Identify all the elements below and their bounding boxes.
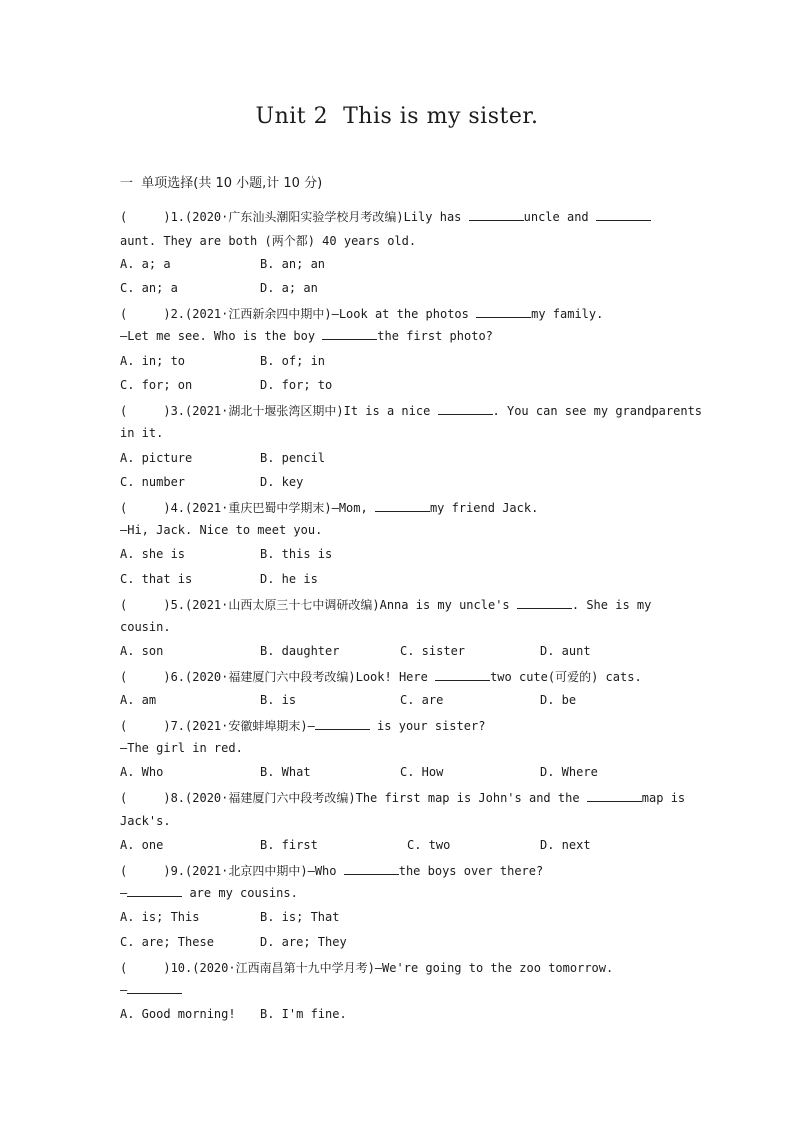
answer-blank[interactable]: [517, 598, 572, 609]
option-a[interactable]: A. Who: [120, 765, 164, 779]
option-c[interactable]: C. are: [400, 693, 444, 707]
option-a[interactable]: A. she is: [120, 547, 186, 561]
answer-blank[interactable]: [476, 307, 531, 318]
option-c[interactable]: C. two: [407, 838, 451, 852]
question-3-text-end: . You can see my grandparents: [492, 404, 703, 418]
question-4-line-1: [120, 499, 538, 516]
option-d[interactable]: D. he is: [260, 572, 318, 586]
question-6-line-1: [120, 668, 642, 685]
option-c[interactable]: C. for; on: [120, 378, 193, 392]
answer-blank[interactable]: [315, 719, 370, 730]
question-9-line-2: [120, 886, 298, 900]
option-d[interactable]: D. be: [540, 693, 577, 707]
option-b[interactable]: B. of; in: [260, 354, 326, 368]
answer-blank[interactable]: [127, 983, 182, 994]
question-10-text-2: —: [120, 983, 128, 997]
option-d[interactable]: D. key: [260, 475, 304, 489]
question-6-text-end: two cute(可爱的) cats.: [490, 670, 642, 684]
section-heading: 一 单项选择(共 10 小题,计 10 分): [120, 176, 323, 191]
question-2-text-end: my family.: [531, 307, 604, 321]
question-2-line-1: [120, 305, 603, 322]
option-b[interactable]: B. first: [260, 838, 318, 852]
question-8-line-2: Jack's.: [120, 814, 171, 828]
question-1-text-mid: uncle and: [523, 210, 596, 224]
question-2-text: ( )2.(2021·江西新余四中期中)—Look at the photos: [120, 307, 477, 321]
answer-blank[interactable]: [596, 210, 651, 221]
option-c[interactable]: C. sister: [400, 644, 466, 658]
option-d[interactable]: D. for; to: [260, 378, 333, 392]
option-b[interactable]: B. pencil: [260, 451, 326, 465]
option-b[interactable]: B. I'm fine.: [260, 1007, 347, 1021]
question-1-line-2: aunt. They are both (两个都) 40 years old.: [120, 234, 417, 248]
option-a[interactable]: A. one: [120, 838, 164, 852]
option-a[interactable]: A. picture: [120, 451, 193, 465]
question-9-text-end: the boys over there?: [398, 864, 544, 878]
option-c[interactable]: C. an; a: [120, 281, 178, 295]
option-a[interactable]: A. am: [120, 693, 157, 707]
question-5-line-1: [120, 596, 651, 613]
question-1-text: ( )1.(2020·广东汕头潮阳实验学校月考改编)Lily has: [120, 210, 469, 224]
option-a[interactable]: A. is; This: [120, 910, 200, 924]
answer-blank[interactable]: [438, 404, 493, 415]
question-5-text-end: . She is my: [571, 598, 652, 612]
answer-blank[interactable]: [375, 501, 430, 512]
question-8-text: ( )8.(2020·福建厦门六中段考改编)The first map is John's and the: [120, 791, 587, 805]
option-d[interactable]: D. a; an: [260, 281, 318, 295]
answer-blank[interactable]: [587, 791, 642, 802]
option-b[interactable]: B. daughter: [260, 644, 340, 658]
option-d[interactable]: D. Where: [540, 765, 598, 779]
question-10-line-1: ( )10.(2020·江西南昌第十九中学月考)—We're going to the zoo tomorrow.: [120, 961, 614, 975]
option-d[interactable]: D. next: [540, 838, 591, 852]
question-3-text: ( )3.(2021·湖北十堰张湾区期中)It is a nice: [120, 404, 438, 418]
option-b[interactable]: B. is: [260, 693, 297, 707]
question-10-line-2: [120, 983, 182, 997]
question-6-text: ( )6.(2020·福建厦门六中段考改编)Look! Here: [120, 670, 436, 684]
question-9-text-2: —: [120, 886, 128, 900]
option-c[interactable]: C. that is: [120, 572, 193, 586]
question-9-line-1: [120, 862, 543, 879]
question-2-line-2: [120, 329, 493, 343]
option-b[interactable]: B. an; an: [260, 257, 326, 271]
question-5-text: ( )5.(2021·山西太原三十七中调研改编)Anna is my uncle's: [120, 598, 517, 612]
option-b[interactable]: B. is; That: [260, 910, 340, 924]
option-a[interactable]: A. in; to: [120, 354, 186, 368]
option-b[interactable]: B. this is: [260, 547, 333, 561]
question-3-line-2: in it.: [120, 426, 164, 440]
question-7-line-2: —The girl in red.: [120, 741, 243, 755]
question-2-text-2: —Let me see. Who is the boy: [120, 329, 323, 343]
answer-blank[interactable]: [469, 210, 524, 221]
question-7-text-end: is your sister?: [369, 719, 486, 733]
option-d[interactable]: D. aunt: [540, 644, 591, 658]
answer-blank[interactable]: [344, 864, 399, 875]
question-9-text-2-end: are my cousins.: [182, 886, 298, 900]
question-8-text-end: map is: [641, 791, 686, 805]
option-a[interactable]: A. Good morning!: [120, 1007, 236, 1021]
option-a[interactable]: A. son: [120, 644, 164, 658]
question-4-text-end: my friend Jack.: [429, 501, 539, 515]
answer-blank[interactable]: [435, 670, 490, 681]
answer-blank[interactable]: [127, 886, 182, 897]
question-2-text-2-end: the first photo?: [377, 329, 493, 343]
option-c[interactable]: C. number: [120, 475, 186, 489]
option-a[interactable]: A. a; a: [120, 257, 171, 271]
question-3-line-1: [120, 402, 702, 419]
question-4-text: ( )4.(2021·重庆巴蜀中学期末)—Mom,: [120, 501, 375, 515]
question-8-line-1: [120, 789, 685, 806]
question-7-text: ( )7.(2021·安徽蚌埠期末)—: [120, 719, 315, 733]
question-4-line-2: —Hi, Jack. Nice to meet you.: [120, 523, 323, 537]
question-9-text: ( )9.(2021·北京四中期中)—Who: [120, 864, 344, 878]
option-b[interactable]: B. What: [260, 765, 311, 779]
question-5-line-2: cousin.: [120, 620, 171, 634]
question-7-line-1: [120, 717, 485, 734]
option-c[interactable]: C. How: [400, 765, 444, 779]
option-d[interactable]: D. are; They: [260, 935, 347, 949]
page-title: Unit 2 This is my sister.: [255, 104, 539, 129]
question-1-line-1: [120, 208, 651, 225]
option-c[interactable]: C. are; These: [120, 935, 214, 949]
answer-blank[interactable]: [322, 329, 377, 340]
